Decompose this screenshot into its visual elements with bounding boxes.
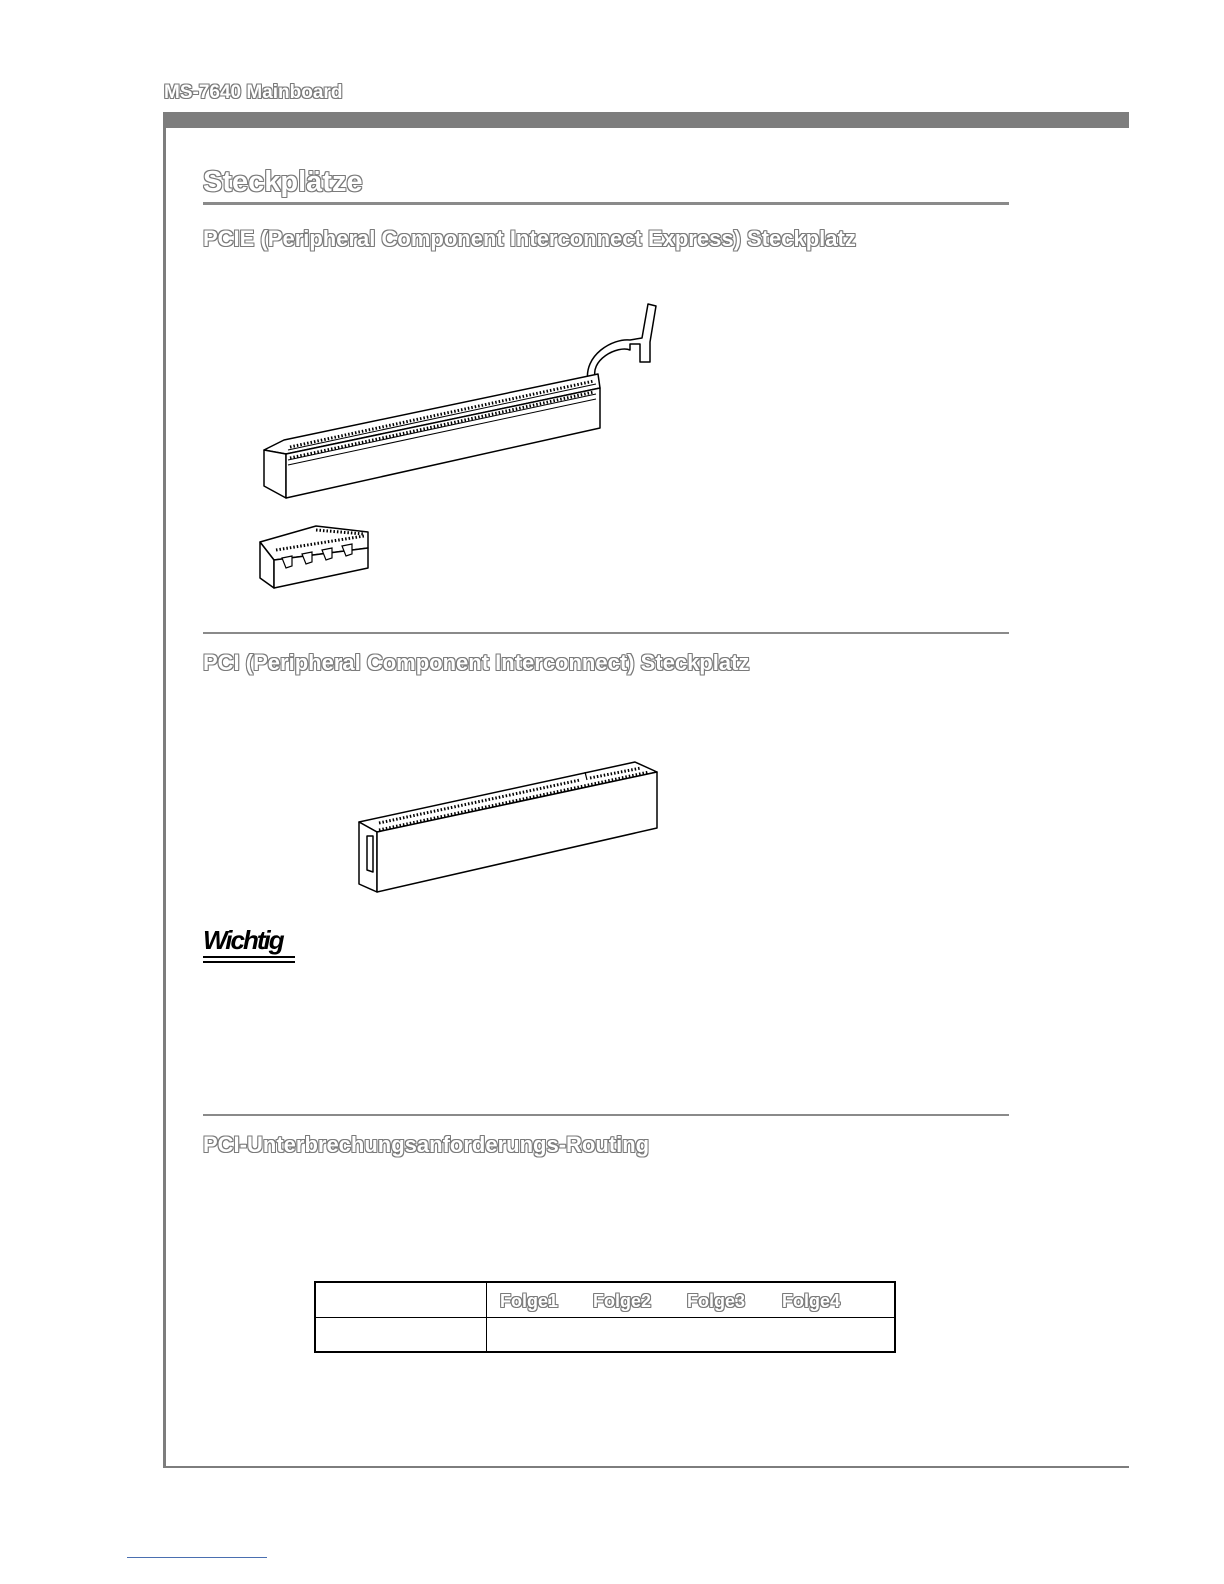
table-divider [316, 1317, 894, 1318]
important-underline [203, 961, 295, 963]
table-column-header: Folge2 [593, 1291, 652, 1311]
footer-line [127, 1557, 267, 1558]
bottom-rule [163, 1466, 1129, 1468]
header-title: MS-7640 Mainboard [164, 82, 343, 103]
pci-heading: PCI (Peripheral Component Interconnect) Steckplatz [203, 650, 750, 675]
pci-slot-illustration [355, 760, 665, 895]
pcie-heading: PCIE (Peripheral Component Interconnect Express) Steckplatz [203, 226, 856, 251]
table-column-header: Folge3 [687, 1291, 746, 1311]
page-title: Steckplätze [203, 166, 363, 198]
pcie-x1-slot-illustration [256, 518, 386, 593]
pcie-x16-slot-illustration [258, 300, 668, 505]
section-rule [203, 1114, 1009, 1116]
important-label: Wichtig [203, 925, 283, 955]
irq-heading: PCI-Unterbrechungsanforderungs-Routing [203, 1132, 650, 1157]
table-column-header: Folge4 [782, 1291, 841, 1311]
section-rule [203, 632, 1009, 634]
irq-routing-table [314, 1281, 896, 1353]
left-margin-rule [163, 112, 166, 1468]
table-column-header: Folge1 [500, 1291, 559, 1311]
important-underline [203, 956, 295, 958]
header-bar [163, 112, 1129, 128]
title-rule [203, 202, 1009, 205]
